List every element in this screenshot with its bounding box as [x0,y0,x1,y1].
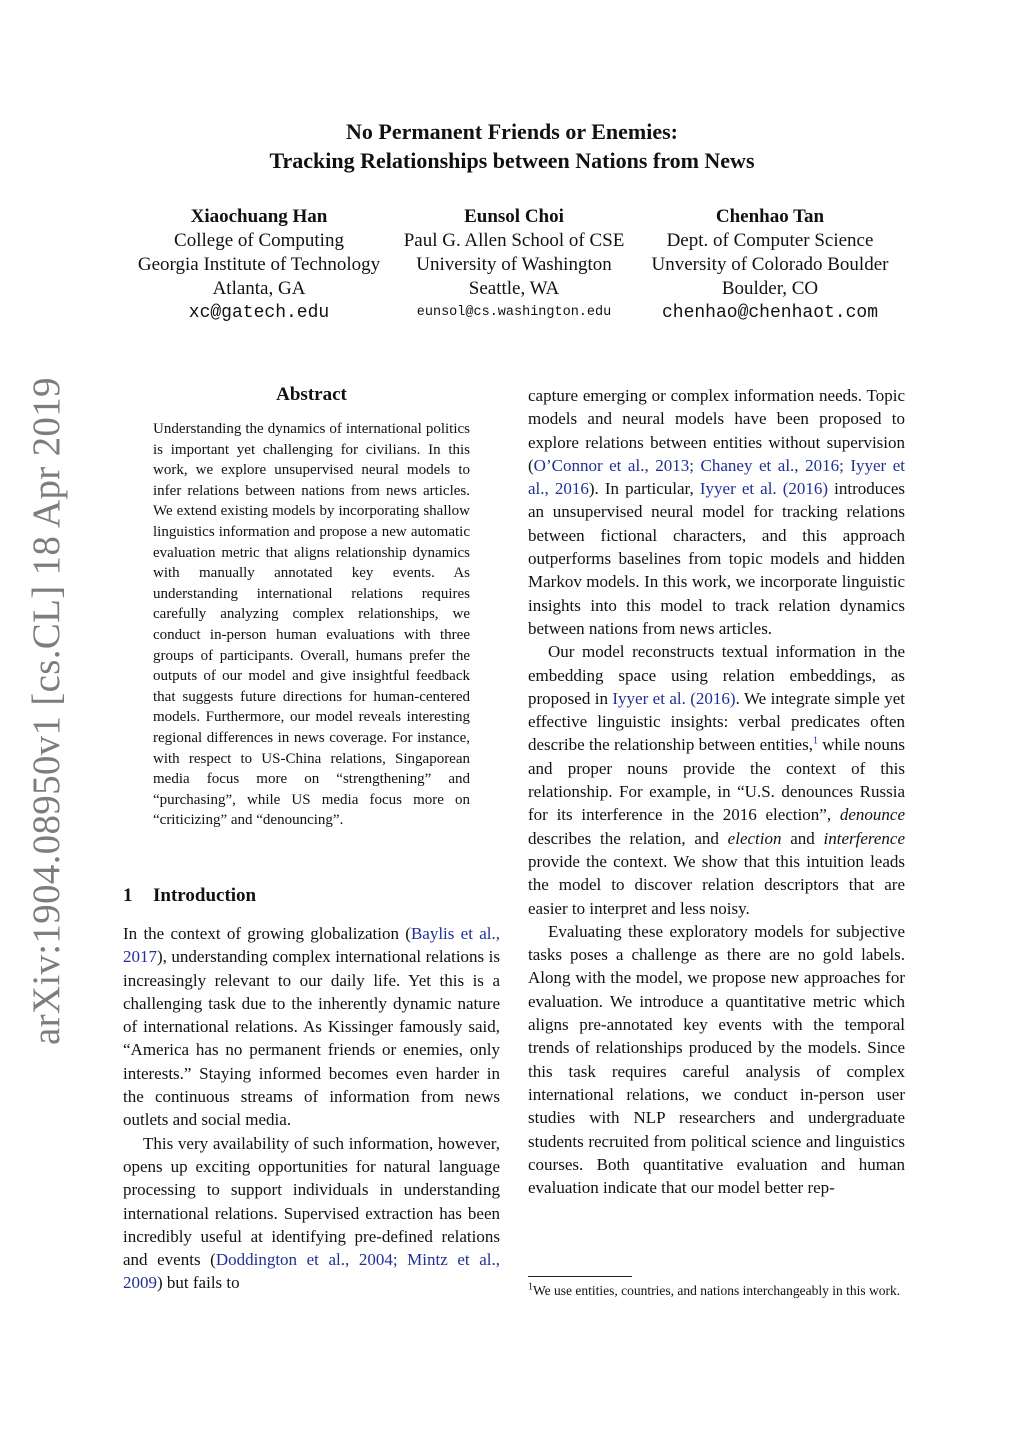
text-run: and [781,828,824,848]
citation-link[interactable]: Baylis et al., 2017 [123,924,500,967]
author-department: Paul G. Allen School of CSE [403,230,625,251]
emphasis: denounce [839,805,905,825]
citation-link[interactable]: Iyyer et al. (2016) [612,688,736,708]
paragraph [123,1132,500,1295]
citation-link[interactable]: Doddington et al., 2004 [215,1250,393,1270]
paper-title-line-1: No Permanent Friends or Enemies: [346,119,678,144]
paper-title-line-2: Tracking Relationships between Nations from News [269,148,755,173]
text-run: . We integrate simple yet effective linguistic insights: verbal predicates often describe the relationship between entities, [528,688,905,755]
arxiv-identifier-stamp[interactable]: arXiv:1904.08950v1 [cs.CL] 18 Apr 2019 [25,377,68,1045]
author-block [364,205,664,325]
author-location: Seattle, WA [468,278,560,299]
text-run: ). In particular, [588,479,700,499]
author-department: Dept. of Computer Science [666,230,874,251]
text-run: ), understanding complex international relations is increasingly relevant to our daily life. Yet this is a challenging task due to the inherently dynamic nature of international relations. As Kissinger famously said, “America has no permanent friends or enemies, only interests.” Staying informed becomes even harder in the continuous streams of information from news outlets and social media. [123,947,500,1130]
author-institution: Georgia Institute of Technology [137,254,381,275]
author-block [620,205,920,325]
citation-link[interactable]: O’Connor et al., 2013 [533,455,690,475]
citation-link[interactable]: Iyyer et al. (2016) [699,479,829,499]
author-institution: Unversity of Colorado Boulder [651,254,889,275]
right-column-body [528,384,905,1199]
citation-link[interactable]: Chaney et al., 2016 [700,455,840,475]
text-run: capture emerging or complex information needs. Topic models and neural models have been proposed to explore relations between entities without supervision ( [528,386,905,475]
citation-link[interactable]: Mintz et al., 2009 [123,1250,500,1293]
author-department: College of Computing [174,230,344,251]
paragraph [123,922,500,1132]
text-run: In the context of growing globalization ( [123,924,411,943]
section-title: Introduction [153,885,257,906]
author-name: Eunsol Choi [464,206,564,227]
citation-link[interactable]: Iyyer et al., 2016 [528,455,906,499]
citation-separator: ; [392,1250,408,1270]
footnote-number: 1 [528,1281,533,1293]
author-location: Atlanta, GA [212,278,306,299]
text-run: ) but fails to [157,1273,240,1293]
abstract-text: Understanding the dynamics of international politics is important yet challenging for civilians. In this work, we explore unsupervised neural models to infer relations between nations from news articles. We extend existing models by incorporating shallow linguistics information and propose a new automatic evaluation metric that aligns relationship dynamics with manually annotated key events. As understanding international relations requires carefully analyzing complex relationships, we conduct in-person human evaluations with three groups of participants. Overall, humans prefer the outputs of our model and give insightful feedback that suggests future directions for human-centered models. Furthermore, our model reveals interesting regional differences in news coverage. For instance, with respect to US-China relations, Singaporean media focus more on “strengthening” and “purchasing”, while US media focus more on “criticizing” and “denouncing”. [153,421,470,829]
section-heading-introduction [123,884,500,908]
author-name: Xiaochuang Han [190,206,328,227]
paragraph: capture emerging or complex information needs. Topic models and neural models have been proposed to explore relations between entities without supervision (O’Connor et al., 2013; Chaney et al., 2016; Iyyer et al., 2016). In particular, Iyyer et al. (2016) introduces an unsupervised neural model for tracking relations between fictional characters, and this approach outperforms baselines from topic models and hidden Markov models. In this work, we incorporate linguistic insights into this model to track relation dynamics between nations from news articles. [528,386,906,638]
paragraph [528,640,905,920]
emphasis: election [727,828,782,848]
footnote-divider [528,1276,632,1277]
emphasis: interference [823,828,905,848]
author-location: Boulder, CO [721,278,819,299]
text-run: introduces an unsupervised neural model for tracking relations between fictional characters, and this approach outperforms baselines from topic models and hidden Markov models. In this work, we incorporate linguistic insights into this model to track relation dynamics between nations from news articles. [528,479,905,638]
author-name: Chenhao Tan [715,206,825,227]
left-column-body [123,922,500,1295]
author-email[interactable]: eunsol@cs.washington.edu [416,305,612,320]
text-run: while nouns and proper nouns provide the context of this relationship. For example, in “U.S. denounces Russia for its interference in the 2016 election”, [528,735,905,825]
author-institution: University of Washington [416,254,612,275]
footnote [528,1282,905,1300]
author-email[interactable]: chenhao@chenhaot.com [661,303,879,323]
paragraph: Evaluating these exploratory models for subjective tasks poses a challenge as there are no gold labels. Along with the model, we propose new approaches for evaluation. We introduce a quantitative metric which aligns pre-annotated key events with the temporal trends of relationships produced by the models. Since this task requires careful analysis of complex international relations, we conduct in-person user studies with NLP researchers and undergraduate students recruited from political science and linguistics courses. Both quantitative evaluation and human evaluation indicate that our model better rep- [528,921,905,1198]
footnote-marker[interactable]: 1 [812,735,818,747]
author-email[interactable]: xc@gatech.edu [188,303,330,323]
text-run: describes the relation, and [528,828,728,848]
footnote-text: We use entities, countries, and nations interchangeably in this work. [533,1283,901,1298]
text-run: This very availability of such information, however, opens up exciting opportunities for natural language processing to support individuals in understanding international relations. Supervised extraction has been incredibly useful at identifying pre-defined relations and events ( [123,1133,500,1270]
text-run: Our model reconstructs textual information in the embedding space using relation embeddings, as proposed in [528,642,905,708]
abstract-heading: Abstract [276,384,347,405]
section-number: 1 [123,885,133,906]
text-run: provide the context. We show that this intuition leads the model to discover relation descriptors that are easier to interpret and less noisy. [528,851,905,918]
